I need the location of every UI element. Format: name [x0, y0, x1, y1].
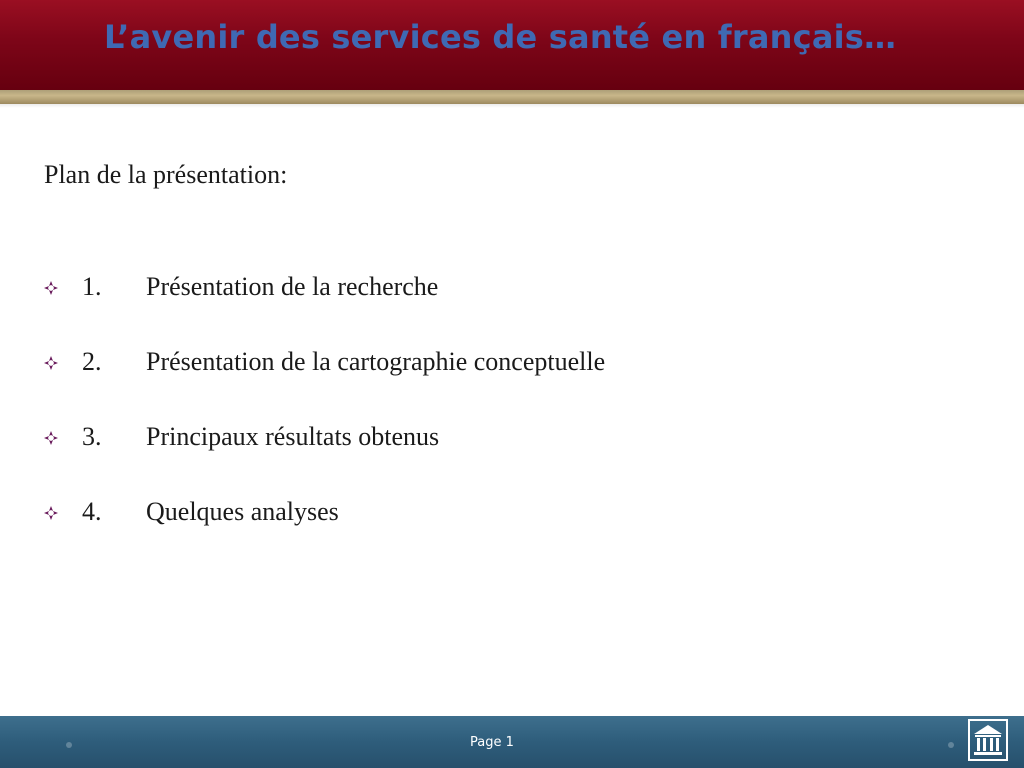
diamond-bullet-icon: [44, 356, 58, 370]
university-building-icon: [968, 719, 1008, 761]
list-item-text: Présentation de la cartographie conceptuelle: [146, 347, 606, 376]
header-band: [0, 0, 1024, 90]
diamond-bullet-icon: [44, 281, 58, 295]
outline-heading: Plan de la présentation:: [44, 160, 288, 189]
slide-title: L’avenir des services de santé en français…: [104, 18, 897, 56]
list-item-number: 3.: [82, 422, 102, 451]
footer-ornament: [948, 742, 954, 748]
list-item-number: 1.: [82, 272, 102, 301]
list-item-text: Présentation de la recherche: [146, 272, 439, 301]
page-number: Page 1: [470, 735, 514, 750]
diamond-bullet-icon: [44, 506, 58, 520]
list-item-text: Quelques analyses: [146, 497, 339, 526]
footer-ornament: [66, 742, 72, 748]
header-shadow: [0, 104, 1024, 108]
diamond-bullet-icon: [44, 431, 58, 445]
list-item-number: 4.: [82, 497, 102, 526]
list-item-number: 2.: [82, 347, 102, 376]
header-gold-stripe: [0, 90, 1024, 104]
list-item-text: Principaux résultats obtenus: [146, 422, 440, 451]
